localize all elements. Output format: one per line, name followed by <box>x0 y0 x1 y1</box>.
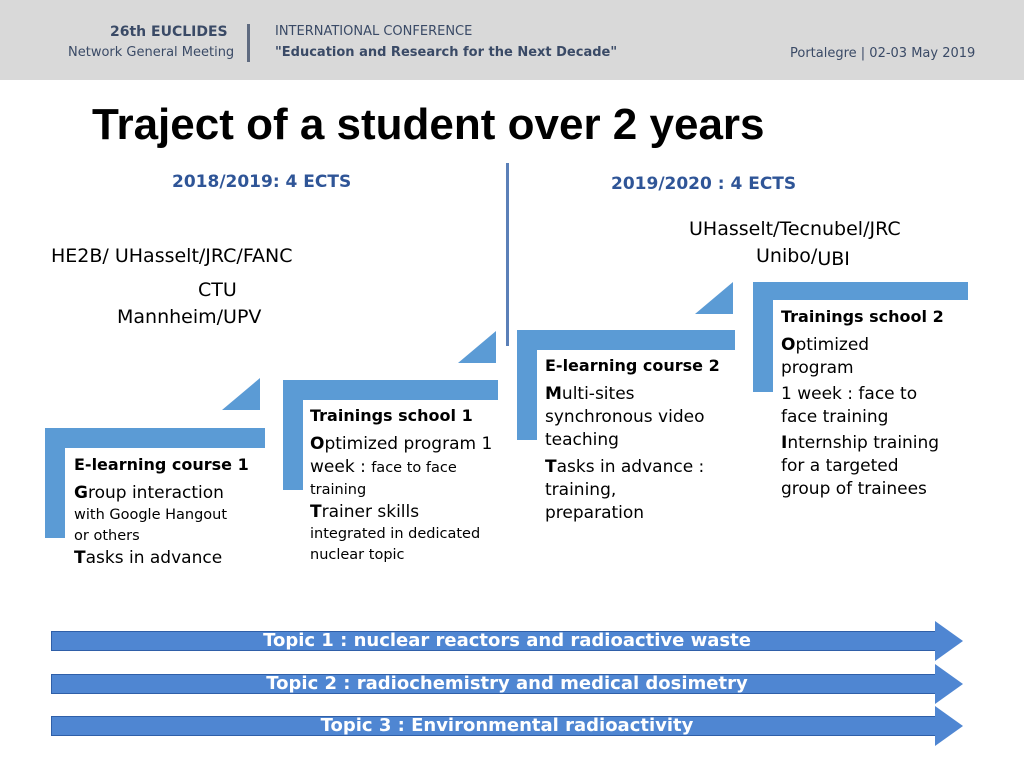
conference-header <box>0 0 1024 80</box>
step-1-side-bar <box>45 428 65 538</box>
partners-right-ubi: UBI <box>817 248 850 270</box>
topic-arrow-2 <box>51 664 963 704</box>
step-2-item: training <box>310 482 367 498</box>
partners-right-line1: UHasselt/Tecnubel/JRC <box>689 218 901 240</box>
step-corner-triangle-2 <box>458 331 496 363</box>
event-name: 26th EUCLIDES <box>110 24 228 40</box>
partners-right-unibo: Unibo/ <box>756 245 818 267</box>
step-1-item: or others <box>74 528 140 544</box>
partners-left-line2: CTU <box>198 279 237 301</box>
step-4-item: face training <box>781 407 889 427</box>
step-4-item: 1 week : face to <box>781 384 918 404</box>
step-4-item: program <box>781 358 854 378</box>
step-corner-triangle-1 <box>222 378 260 410</box>
step-2-side-bar <box>283 380 303 490</box>
conference-name: INTERNATIONAL CONFERENCE <box>275 24 473 39</box>
step-3-title: E-learning course 2 <box>545 356 720 375</box>
step-2-item: integrated in dedicated <box>310 526 481 542</box>
topic-arrow-3 <box>51 706 963 746</box>
step-4-item: group of trainees <box>781 479 927 499</box>
step-4-item: for a targeted <box>781 456 899 476</box>
topic-3-label: Topic 3 : Environmental radioactivity <box>320 715 694 736</box>
step-1-top-bar <box>45 428 265 448</box>
step-2-item: nuclear topic <box>310 547 405 563</box>
place-date: Portalegre | 02-03 May 2019 <box>790 46 976 61</box>
step-1-title: E-learning course 1 <box>74 455 249 474</box>
step-4-side-bar <box>753 282 773 392</box>
step-trainings-school-2 <box>781 307 981 501</box>
topic-arrow-1 <box>51 621 963 661</box>
partners-right-line2 <box>756 245 850 270</box>
step-4-item: Optimized <box>781 335 870 355</box>
step-3-item: preparation <box>545 503 645 523</box>
step-4-item: Internship training <box>781 433 940 453</box>
topic-2-label: Topic 2 : radiochemistry and medical dosimetry <box>266 673 748 694</box>
step-2-item: Trainer skills <box>310 502 420 522</box>
step-2-item: week : face to face <box>310 457 457 477</box>
step-3-item: teaching <box>545 430 619 450</box>
step-2-item: Optimized program 1 <box>310 434 493 454</box>
partners-left-line1: HE2B/ UHasselt/JRC/FANC <box>51 245 293 267</box>
step-3-top-bar <box>517 330 735 350</box>
step-elearning-course-1 <box>74 455 274 570</box>
step-3-item: Multi-sites <box>545 384 635 404</box>
step-4-top-bar <box>753 282 968 300</box>
conference-theme: "Education and Research for the Next Decade" <box>275 45 618 60</box>
step-3-item: Tasks in advance : <box>545 457 705 477</box>
event-subtitle: Network General Meeting <box>68 45 235 60</box>
step-elearning-course-2 <box>545 356 745 525</box>
year-right-heading: 2019/2020 : 4 ECTS <box>611 174 797 194</box>
step-2-top-bar <box>283 380 498 400</box>
step-1-item: Tasks in advance <box>74 548 223 568</box>
step-3-item: synchronous video <box>545 407 705 427</box>
slide-title: Traject of a student over 2 years <box>92 100 765 149</box>
step-1-item: with Google Hangout <box>74 507 228 523</box>
step-trainings-school-1 <box>310 406 515 566</box>
step-corner-triangle-3 <box>695 282 733 314</box>
year-left-heading: 2018/2019: 4 ECTS <box>172 172 352 192</box>
step-1-item: Group interaction <box>74 483 224 503</box>
step-2-title: Trainings school 1 <box>310 406 473 425</box>
year-divider-line <box>506 163 509 346</box>
partners-left-line3: Mannheim/UPV <box>117 306 262 328</box>
header-divider <box>247 24 250 62</box>
step-3-item: training, <box>545 480 617 500</box>
topic-1-label: Topic 1 : nuclear reactors and radioactive waste <box>263 630 751 651</box>
step-3-side-bar <box>517 330 537 440</box>
step-4-title: Trainings school 2 <box>781 307 944 326</box>
